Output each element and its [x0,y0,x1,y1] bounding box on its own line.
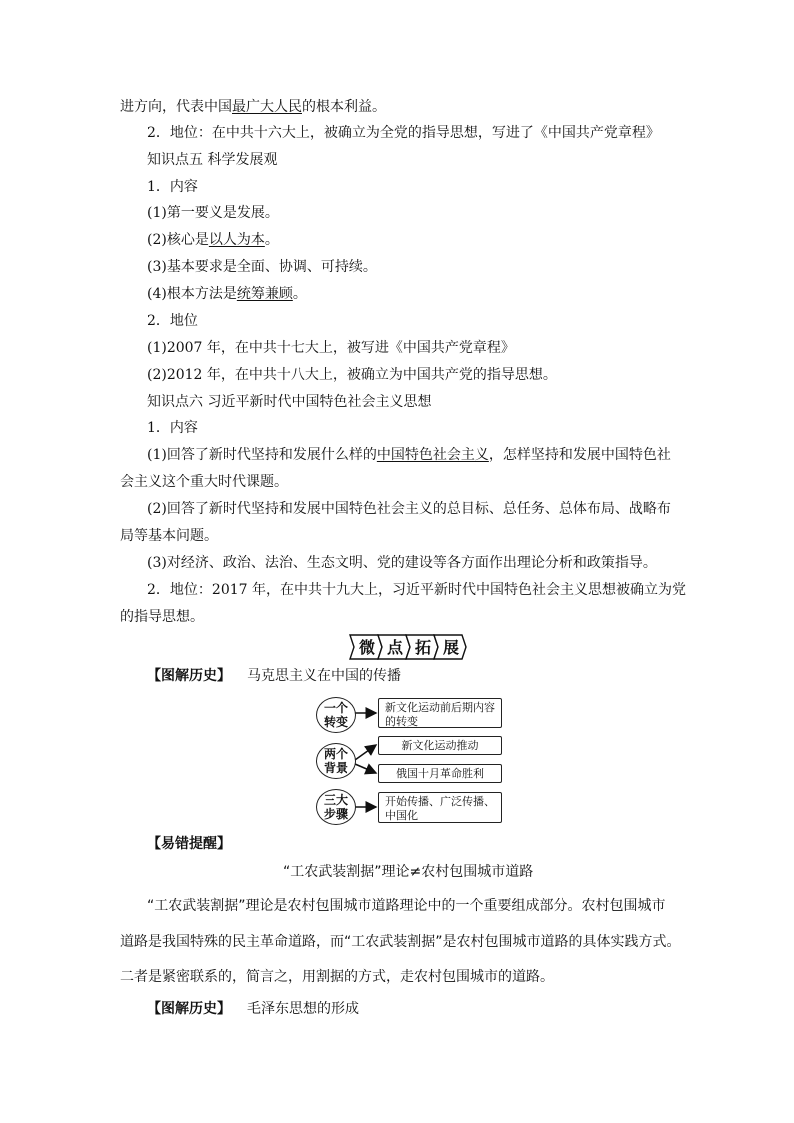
tip-paragraph-line: 道路是我国特殊的民主革命道路，而“工农武装割据”是农村包围城市道路的具体实践方式。 [120,934,681,950]
list-item: (2)2012 年，在中共十八大上，被确立为中国共产党的指导思想。 [147,367,557,383]
subheading: 1．内容 [147,179,198,195]
diagram-label: 【图解历史】 [147,1001,231,1017]
banner-char: 拓 [414,638,432,657]
tip-paragraph-line: 二者是紧密联系的，简言之，用割据的方式，走农村包围城市的道路。 [120,969,554,985]
diagram-title: 马克思主义在中国的传播 [247,668,401,684]
banner-char: 点 [386,638,404,657]
list-item: (3)对经济、政治、法治、生态文明、党的建设等各方面作出理论分析和政策指导。 [147,555,657,571]
diagram-label: 【图解历史】 [147,668,231,684]
banner-char: 展 [442,638,460,657]
section-banner [348,633,468,661]
tip-label: 【易错提醒】 [147,836,231,852]
list-item: (1)2007 年，在中共十七大上，被写进《中国共产党章程》 [147,340,515,356]
list-item: (3)基本要求是全面、协调、可持续。 [147,259,377,275]
diagram-title: 毛泽东思想的形成 [247,1001,359,1017]
diagram-node: 三大 步骤 [316,789,356,825]
list-item: (1)回答了新时代坚持和发展什么样的中国特色社会主义，怎样坚持和发展中国特色社 [147,447,671,463]
paragraph-line: 的指导思想。 [120,609,204,625]
key-term: 最广大人民 [232,99,302,115]
list-item-cont: 局等基本问题。 [120,528,218,544]
key-term: 中国特色社会主义 [376,447,489,463]
list-item: (4)根本方法是统筹兼顾。 [147,286,307,302]
list-item: (2)回答了新时代坚持和发展中国特色社会主义的总目标、总任务、总体布局、战略布 [147,501,671,517]
paragraph-line: 2．地位：在中共十六大上，被确立为全党的指导思想，写进了《中国共产党章程》 [147,125,660,141]
diagram-box: 新文化运动前后期内容 的转变 [378,698,502,728]
tip-title: “工农武装割据”理论≠农村包围城市道路 [283,864,534,880]
diagram-node: 两个 背景 [316,743,356,779]
diagram-box: 新文化运动推动 [378,736,502,755]
list-item-cont: 会主义这个重大时代课题。 [120,474,288,490]
section-heading: 知识点六 习近平新时代中国特色社会主义思想 [147,394,432,410]
diagram-box: 开始传播、广泛传播、 中国化 [378,792,502,823]
key-term: 统筹兼顾 [236,286,293,302]
section-heading: 知识点五 科学发展观 [147,152,278,168]
tip-paragraph-line: “工农武装割据”理论是农村包围城市道路理论中的一个重要组成部分。农村包围城市 [147,898,666,914]
subheading: 2．地位 [147,313,198,329]
diagram-node: 一个 转变 [316,697,356,733]
paragraph-line: 进方向，代表中国最广大人民的根本利益。 [120,99,386,115]
subheading: 1．内容 [147,420,198,436]
list-item: (2)核心是以人为本。 [147,232,279,248]
diagram-box: 俄国十月革命胜利 [378,764,502,783]
banner-char: 微 [358,638,376,657]
key-term: 以人为本 [208,232,265,248]
list-item: (1)第一要义是发展。 [147,205,279,221]
paragraph-line: 2．地位：2017 年，在中共十九大上，习近平新时代中国特色社会主义思想被确立为党 [147,582,686,598]
